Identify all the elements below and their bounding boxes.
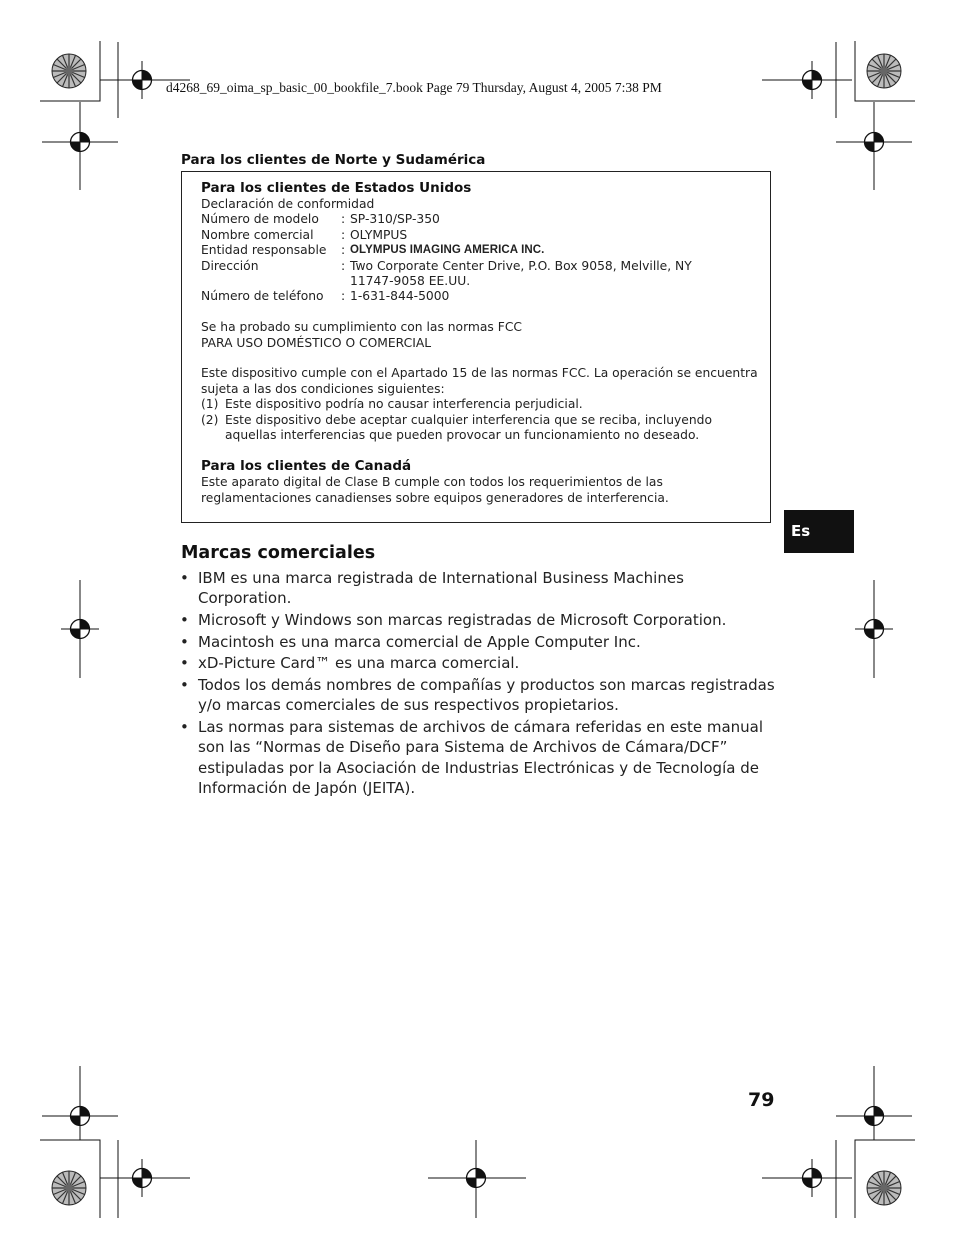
color-target-icon [52, 54, 86, 88]
bullet: • [180, 676, 189, 695]
registration-mark [61, 1097, 99, 1135]
declaration-row [201, 228, 766, 243]
colon: : [341, 212, 346, 227]
list-item [178, 653, 778, 673]
list-item [178, 610, 778, 630]
address-line-1: Two Corporate Center Drive, P.O. Box 9058, Melville, NY [350, 258, 692, 273]
declaration-label: Nombre comercial [201, 227, 314, 242]
colon: : [341, 227, 346, 242]
list-item-text: IBM es una marca registrada de International Business Machines Corporation. [198, 569, 684, 608]
fcc-usage-line: PARA USO DOMÉSTICO O COMERCIAL [201, 335, 432, 350]
registration-mark [855, 123, 893, 161]
colon: : [341, 289, 346, 304]
registration-mark [61, 123, 99, 161]
condition-item [201, 413, 766, 444]
list-item-text: Todos los demás nombres de compañías y productos son marcas registradas y/o marcas comerciales de sus respectivos propietarios. [198, 676, 775, 715]
color-target-icon [52, 1171, 86, 1205]
compliance-text: Este dispositivo cumple con el Apartado 15 de las normas FCC. La operación se encuentra sujeta a las dos condiciones siguientes: [201, 366, 758, 396]
address-value [350, 259, 766, 290]
canada-text: Este aparato digital de Clase B cumple con todos los requerimientos de las reglamentaciones canadienses sobre equipos generadores de interferencia. [201, 475, 669, 505]
registration-mark [123, 61, 161, 99]
list-item-text: Microsoft y Windows son marcas registradas de Microsoft Corporation. [198, 610, 727, 629]
declaration-title: Declaración de conformidad [201, 197, 375, 211]
declaration-label: Número de modelo [201, 212, 319, 227]
declaration-row [201, 212, 766, 227]
registration-mark [855, 1097, 893, 1135]
colon: : [341, 243, 346, 258]
registration-mark [61, 610, 99, 648]
trademark-list [178, 568, 778, 800]
registration-mark [793, 61, 831, 99]
condition-item [201, 397, 766, 412]
trademarks-title: Marcas comerciales [181, 543, 376, 563]
bullet: • [180, 569, 189, 587]
address-line-2: 11747-9058 EE.UU. [350, 274, 471, 289]
condition-number: (1) [201, 397, 219, 412]
bullet: • [180, 610, 189, 629]
declaration-row [201, 289, 766, 304]
list-item [178, 568, 778, 609]
canada-customers-heading: Para los clientes de Canadá [201, 458, 412, 475]
fcc-tested-line: Se ha probado su cumplimiento con las normas FCC [201, 320, 522, 335]
list-item [178, 675, 778, 716]
declaration-row [201, 259, 766, 290]
bullet: • [180, 632, 189, 651]
page-number: 79 [748, 1089, 775, 1111]
declaration-label: Dirección [201, 258, 259, 273]
bullet: • [180, 718, 189, 737]
us-customers-heading: Para los clientes de Estados Unidos [201, 180, 472, 196]
declaration-value: OLYMPUS [350, 227, 408, 242]
list-item [178, 632, 778, 652]
declaration-label: Número de teléfono [201, 289, 324, 304]
list-item-text: Macintosh es una marca comercial de Apple Computer Inc. [198, 632, 641, 651]
color-target-icon [867, 1171, 901, 1205]
language-tab: Es [784, 510, 854, 553]
declaration-value: 1-631-844-5000 [350, 289, 450, 304]
condition-text: Este dispositivo debe aceptar cualquier interferencia que se reciba, incluyendo aquellas interferencias que pueden provocar un funcionamiento no deseado. [225, 412, 712, 443]
list-item-text: xD-Picture Card™ es una marca comercial. [198, 654, 520, 673]
responsible-party-name: OLYMPUS IMAGING AMERICA INC. [350, 244, 545, 257]
fcc-declaration-box [181, 171, 771, 523]
declaration-label: Entidad responsable [201, 243, 327, 258]
color-target-icon [867, 54, 901, 88]
registration-mark [855, 610, 893, 648]
condition-text: Este dispositivo podría no causar interferencia perjudicial. [225, 397, 583, 412]
condition-number: (2) [201, 412, 219, 427]
registration-mark [793, 1159, 831, 1197]
section-label: Para los clientes de Norte y Sudamérica [181, 152, 486, 168]
declaration-row [201, 243, 766, 258]
registration-mark [457, 1159, 495, 1197]
bullet: • [180, 654, 189, 673]
colon: : [341, 258, 346, 273]
list-item [178, 717, 778, 798]
list-item-text: Las normas para sistemas de archivos de cámara referidas en este manual son las “Normas de Diseño para Sistema de Archivos de Cámara/DCF” estipuladas por la Asociación de Industrias Electrónicas y de Tecnología de Información de Japón (JEITA). [198, 718, 764, 797]
registration-mark [123, 1159, 161, 1197]
declaration-value: SP-310/SP-350 [350, 212, 440, 227]
file-info-header: d4268_69_oima_sp_basic_00_bookfile_7.book Page 79 Thursday, August 4, 2005 7:38 PM [166, 80, 662, 95]
